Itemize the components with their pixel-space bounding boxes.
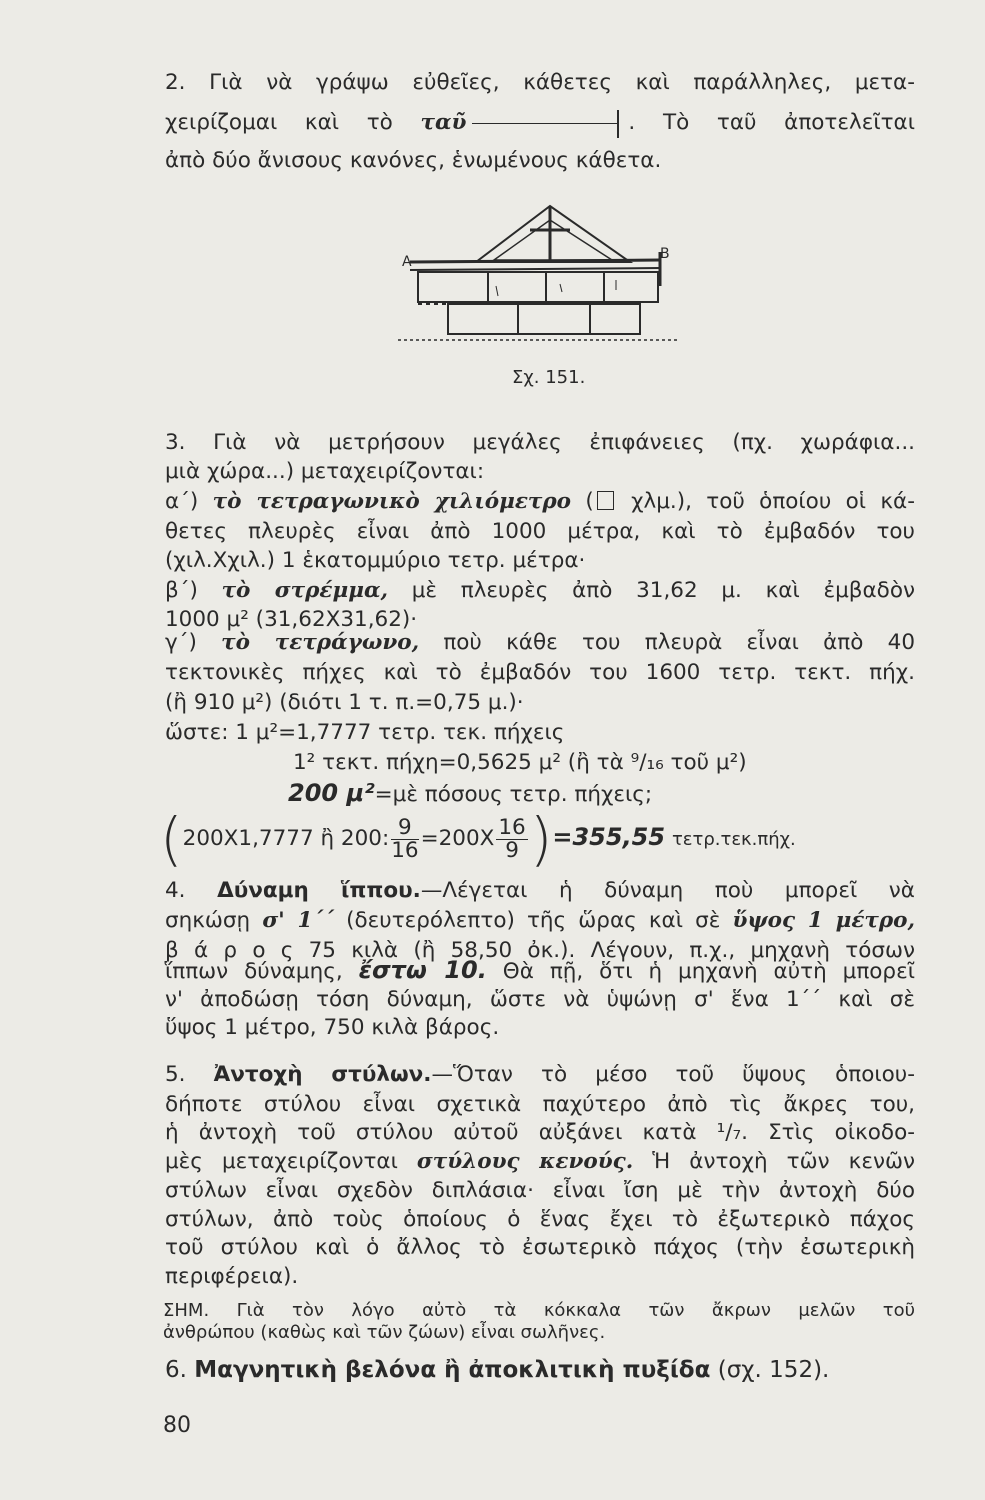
item2-line2: χειρίζομαι καὶ τὸ ταῦ . Τὸ ταῦ ἀποτελεῖται xyxy=(165,110,915,135)
fraction-16-9: $\frac{16}{9}$ xyxy=(498,814,526,863)
item5-line3: ἡ ἀντοχὴ τοῦ στύλου αὐτοῦ αὐξάνει κατὰ ¹/₇. Στὶς οἰκοδο- xyxy=(165,1120,915,1145)
item2-line3: ἀπὸ δύο ἄνισους κανόνες, ἑνωμένους κάθετα. xyxy=(165,148,662,173)
item3-line12: 1² τεκτ. πήχη=0,5625 μ² (ἢ τὰ ⁹/₁₆ τοῦ μ²) xyxy=(293,750,747,775)
item3-equation: (200Χ1,7777 ἢ 200: $\frac{9}{16}$ =200Χ $\frac{16}{9}$ )=355,55 τετρ.τεκ.πήχ. xyxy=(160,805,796,873)
item5-line4: μὲς μεταχειρίζονται στύλους κενούς. Ἡ ἀντοχὴ τῶν κενῶν xyxy=(165,1149,915,1174)
item3-line13: 200 μ²=μὲ πόσους τετρ. πήχεις; xyxy=(288,779,653,807)
item3-line7: 1000 μ² (31,62Χ31,62)· xyxy=(165,607,418,632)
item2-line1: 2. Γιὰ νὰ γράψω εὐθεῖες, κάθετες καὶ παράλληλες, μετα- xyxy=(165,70,915,95)
item3-line1: 3. Γιὰ νὰ μετρήσουν μεγάλες ἐπιφάνειες (πχ. χωράφια... xyxy=(165,430,915,455)
item3-line9: τεκτονικὲς πήχες καὶ τὸ ἐμβαδόν του 1600 τετρ. τεκτ. πήχ. xyxy=(165,660,915,685)
item5-line2: δήποτε στύλου εἶναι σχετικὰ παχύτερο ἀπὸ τὶς ἄκρες του, xyxy=(165,1092,915,1117)
item4-title: Δύναμη ἵππου. xyxy=(217,878,421,903)
item6-title: Μαγνητικὴ βελόνα ἢ ἀποκλιτικὴ πυξίδα xyxy=(194,1357,711,1383)
item4-line5: ν' ἀποδώσῃ τόση δύναμη, ὥστε νὰ ὑψώνῃ σ' ἕνα 1΄΄ καὶ σὲ xyxy=(165,987,915,1012)
item4-line1: 4. Δύναμη ἵππου.—Λέγεται ἡ δύναμη ποὺ μπορεῖ νὰ xyxy=(165,878,915,903)
item3-line2: μιὰ χώρα...) μεταχειρίζονται: xyxy=(165,459,485,484)
item5-line7: τοῦ στύλου καὶ ὁ ἄλλος τὸ ἐσωτερικὸ πάχος (τὴν ἐσωτερικὴ xyxy=(165,1235,915,1260)
item3-line10: (ἢ 910 μ²) (διότι 1 τ. π.=0,75 μ.)· xyxy=(165,690,524,715)
note-line2: ἀνθρώπου (καθὼς καὶ τῶν ζώων) εἶναι σωλῆνες. xyxy=(163,1322,606,1343)
item5-line5: στύλων εἶναι σχεδὸν διπλάσια· εἶναι ἴση μὲ τὴν ἀντοχὴ δύο xyxy=(165,1178,915,1203)
page-number: 80 xyxy=(163,1413,191,1438)
label-b: Β xyxy=(660,246,670,262)
item3-line5: (χιλ.Χχιλ.) 1 ἑκατομμύριο τετρ. μέτρα· xyxy=(165,548,586,573)
equation-result: =355,55 xyxy=(552,823,666,851)
item3-line4: θετες πλευρὲς εἶναι ἀπὸ 1000 μέτρα, καὶ τὸ ἐμβαδόν του xyxy=(165,519,915,544)
inner-triangle-shape xyxy=(494,220,612,260)
item3-line6: β΄) τὸ στρέμμα, μὲ πλευρὲς ἀπὸ 31,62 μ. καὶ ἐμβαδὸν xyxy=(165,578,915,603)
figure-caption: Σχ. 151. xyxy=(512,367,586,388)
item5-line6: στύλων, ἀπὸ τοὺς ὁποίους ὁ ἕνας ἔχει τὸ ἐξωτερικὸ πάχος xyxy=(165,1207,915,1232)
item4-line2: σηκώσῃ σ' 1΄΄ (δευτερόλεπτο) τῆς ὥρας καὶ σὲ ὕψος 1 μέτρο, xyxy=(165,908,916,933)
triangle-shape xyxy=(476,206,630,262)
item4-line3: β ά ρ ο ς 75 κιλὰ (ἢ 58,50 ὀκ.). Λέγουν, π.χ., μηχανὴ τόσων xyxy=(165,938,915,963)
tau-term: ταῦ xyxy=(420,110,467,135)
item6-line: 6. Μαγνητικὴ βελόνα ἢ ἀποκλιτικὴ πυξίδα (σχ. 152). xyxy=(165,1357,830,1383)
item3-line3: α΄) τὸ τετραγωνικὸ χιλιόμετρο ( χλμ.), τοῦ ὁποίου οἱ κά- xyxy=(165,489,915,514)
t-square-on-wall-drawing xyxy=(398,200,698,360)
note-line1: ΣΗΜ. Γιὰ τὸν λόγο αὐτὸ τὰ κόκκαλα τῶν ἄκρων μελῶν τοῦ xyxy=(163,1300,915,1321)
item4-line4: ἵππων δύναμης, ἔστω 10. Θὰ πῇ, ὅτι ἡ μηχανὴ αὐτὴ μπορεῖ xyxy=(165,956,915,984)
item5-line1: 5. Ἀντοχὴ στύλων.—Ὅταν τὸ μέσο τοῦ ὕψους ὁποιου- xyxy=(165,1062,915,1087)
item3-line8: γ΄) τὸ τετράγωνο, ποὺ κάθε του πλευρὰ εἶναι ἀπὸ 40 xyxy=(165,630,916,655)
figure-151 xyxy=(398,200,698,364)
ruler-line xyxy=(410,260,660,262)
square-icon xyxy=(597,491,614,510)
fraction-9-16: $\frac{9}{16}$ xyxy=(391,814,419,863)
item5-line8: περιφέρεια). xyxy=(165,1264,299,1289)
label-a: Α xyxy=(402,254,412,270)
item5-title: Ἀντοχὴ στύλων. xyxy=(213,1062,432,1087)
item3-line11: ὥστε: 1 μ²=1,7777 τετρ. τεκ. πήχεις xyxy=(165,720,565,745)
t-square-icon xyxy=(472,112,622,134)
item4-line6: ὕψος 1 μέτρο, 750 κιλὰ βάρος. xyxy=(165,1015,500,1040)
